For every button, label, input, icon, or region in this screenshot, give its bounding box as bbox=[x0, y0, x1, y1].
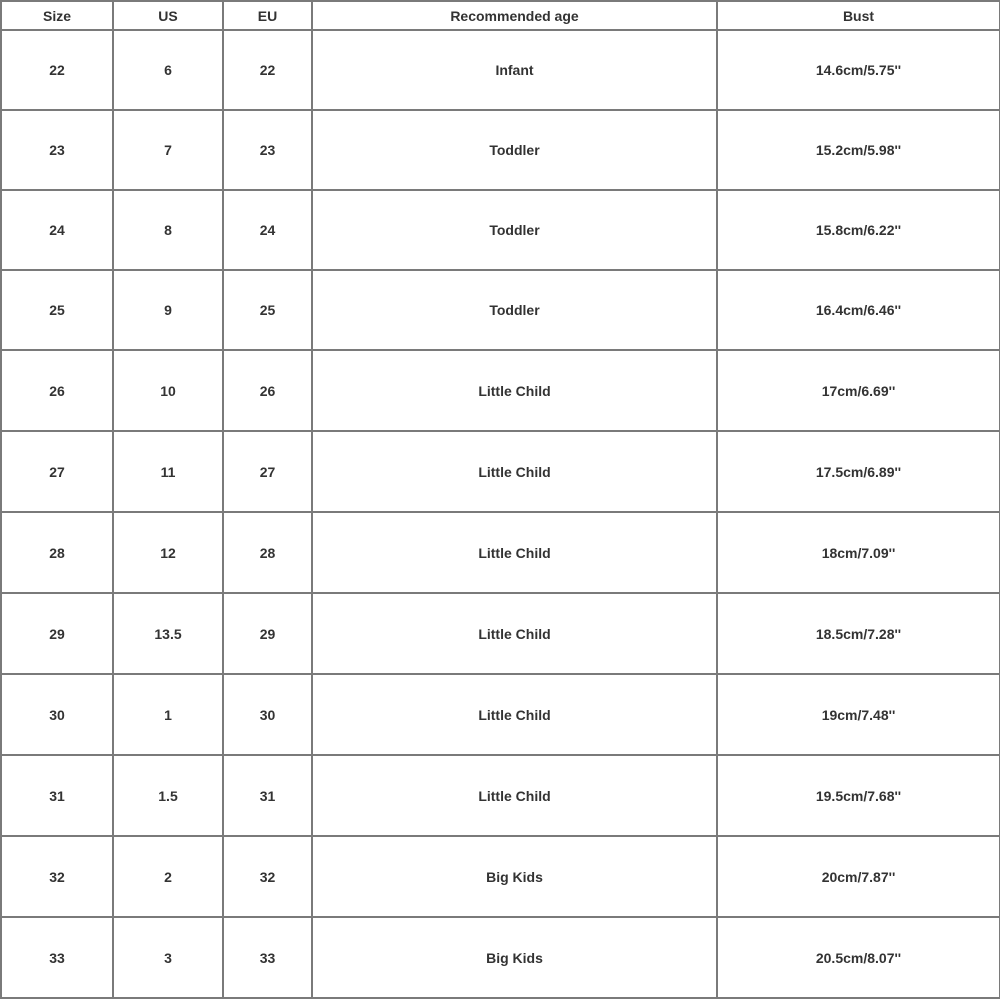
cell-size: 30 bbox=[1, 674, 113, 755]
table-row bbox=[1, 270, 1000, 350]
cell-us: 10 bbox=[113, 350, 223, 431]
cell-bust: 20cm/7.87'' bbox=[717, 836, 1000, 917]
cell-bust: 14.6cm/5.75'' bbox=[717, 30, 1000, 110]
cell-age: Big Kids bbox=[312, 917, 717, 998]
cell-age: Little Child bbox=[312, 350, 717, 431]
cell-us: 2 bbox=[113, 836, 223, 917]
header-us: US bbox=[113, 1, 223, 30]
cell-bust: 15.2cm/5.98'' bbox=[717, 110, 1000, 190]
cell-eu: 33 bbox=[223, 917, 312, 998]
table-row bbox=[1, 755, 1000, 836]
cell-eu: 29 bbox=[223, 593, 312, 674]
table-row bbox=[1, 512, 1000, 593]
cell-eu: 30 bbox=[223, 674, 312, 755]
cell-bust: 18cm/7.09'' bbox=[717, 512, 1000, 593]
cell-age: Little Child bbox=[312, 512, 717, 593]
cell-age: Toddler bbox=[312, 270, 717, 350]
cell-size: 22 bbox=[1, 30, 113, 110]
cell-us: 12 bbox=[113, 512, 223, 593]
cell-eu: 22 bbox=[223, 30, 312, 110]
cell-eu: 27 bbox=[223, 431, 312, 512]
cell-age: Little Child bbox=[312, 674, 717, 755]
cell-age: Little Child bbox=[312, 431, 717, 512]
cell-bust: 20.5cm/8.07'' bbox=[717, 917, 1000, 998]
cell-size: 33 bbox=[1, 917, 113, 998]
cell-bust: 19.5cm/7.68'' bbox=[717, 755, 1000, 836]
cell-size: 29 bbox=[1, 593, 113, 674]
cell-bust: 18.5cm/7.28'' bbox=[717, 593, 1000, 674]
cell-size: 31 bbox=[1, 755, 113, 836]
table-row bbox=[1, 431, 1000, 512]
cell-us: 13.5 bbox=[113, 593, 223, 674]
cell-age: Little Child bbox=[312, 755, 717, 836]
cell-size: 28 bbox=[1, 512, 113, 593]
cell-us: 11 bbox=[113, 431, 223, 512]
cell-eu: 24 bbox=[223, 190, 312, 270]
cell-bust: 17cm/6.69'' bbox=[717, 350, 1000, 431]
cell-us: 8 bbox=[113, 190, 223, 270]
cell-us: 9 bbox=[113, 270, 223, 350]
table-row bbox=[1, 836, 1000, 917]
cell-size: 27 bbox=[1, 431, 113, 512]
table-row bbox=[1, 674, 1000, 755]
table-row bbox=[1, 30, 1000, 110]
cell-size: 32 bbox=[1, 836, 113, 917]
cell-bust: 17.5cm/6.89'' bbox=[717, 431, 1000, 512]
cell-bust: 15.8cm/6.22'' bbox=[717, 190, 1000, 270]
table-row bbox=[1, 110, 1000, 190]
cell-size: 24 bbox=[1, 190, 113, 270]
cell-eu: 32 bbox=[223, 836, 312, 917]
cell-size: 26 bbox=[1, 350, 113, 431]
cell-us: 1 bbox=[113, 674, 223, 755]
header-recommended-age: Recommended age bbox=[312, 1, 717, 30]
cell-age: Infant bbox=[312, 30, 717, 110]
cell-size: 25 bbox=[1, 270, 113, 350]
header-size: Size bbox=[1, 1, 113, 30]
table-row bbox=[1, 190, 1000, 270]
cell-eu: 23 bbox=[223, 110, 312, 190]
cell-eu: 31 bbox=[223, 755, 312, 836]
header-bust: Bust bbox=[717, 1, 1000, 30]
table-row bbox=[1, 917, 1000, 998]
table-row bbox=[1, 593, 1000, 674]
cell-size: 23 bbox=[1, 110, 113, 190]
cell-us: 3 bbox=[113, 917, 223, 998]
table-row bbox=[1, 350, 1000, 431]
cell-age: Toddler bbox=[312, 190, 717, 270]
cell-us: 7 bbox=[113, 110, 223, 190]
cell-us: 6 bbox=[113, 30, 223, 110]
header-row bbox=[1, 1, 1000, 30]
cell-eu: 28 bbox=[223, 512, 312, 593]
header-eu: EU bbox=[223, 1, 312, 30]
cell-eu: 26 bbox=[223, 350, 312, 431]
cell-eu: 25 bbox=[223, 270, 312, 350]
cell-bust: 16.4cm/6.46'' bbox=[717, 270, 1000, 350]
cell-age: Little Child bbox=[312, 593, 717, 674]
cell-age: Big Kids bbox=[312, 836, 717, 917]
cell-us: 1.5 bbox=[113, 755, 223, 836]
cell-bust: 19cm/7.48'' bbox=[717, 674, 1000, 755]
cell-age: Toddler bbox=[312, 110, 717, 190]
